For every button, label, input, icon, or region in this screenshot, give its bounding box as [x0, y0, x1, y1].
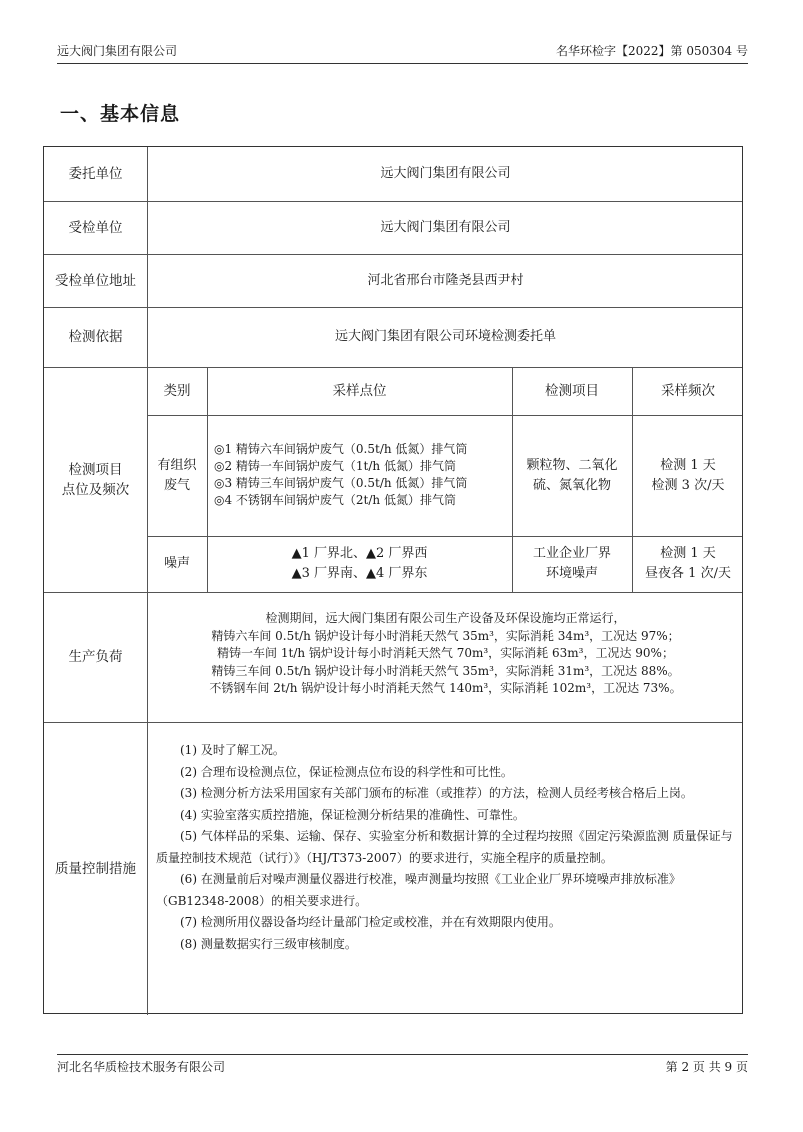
col-header-category: 类别	[163, 383, 191, 399]
qc-item: (2) 合理布设检测点位，保证检测点位布设的科学性和可比性。	[180, 764, 513, 779]
gas-test-items: 颗粒物、二氧化 硫、氮氧化物	[526, 457, 618, 493]
gas-point: ◎1 精铸六车间锅炉废气（0.5t/h 低氮）排气筒	[214, 442, 468, 456]
footer-company: 河北名华质检技术服务有限公司	[57, 1060, 226, 1074]
load-label: 生产负荷	[68, 649, 123, 665]
qc-item: (8) 测量数据实行三级审核制度。	[180, 936, 357, 951]
qc-item: (3) 检测分析方法采用国家有关部门颁布的标准（或推荐）的方法，检测人员经考核合格后上岗。	[180, 786, 693, 800]
gas-point: ◎3 精铸三车间锅炉废气（0.5t/h 低氮）排气筒	[214, 476, 468, 490]
gas-frequency: 检测 1 天 检测 3 次/天	[651, 457, 725, 493]
qc-label: 质量控制措施	[55, 860, 136, 877]
qc-measures	[156, 740, 738, 955]
address-label: 受检单位地址	[55, 272, 136, 289]
section-title: 一、基本信息	[60, 103, 181, 125]
qc-item: (5) 气体样品的采集、运输、保存、实验室分析和数据计算的全过程均按照《固定污染源监测 质量保证与质量控制技术规范（试行）》（HJ/T373-2007）的要求进行，实施全程序的质量控制。	[156, 829, 733, 865]
basic-info-table	[43, 146, 743, 1014]
load-line: 精铸六车间 0.5t/h 锅炉设计每小时消耗天然气 35m³，实际消耗 34m³，工况达 97%；	[211, 628, 680, 643]
load-line: 不锈钢车间 2t/h 锅炉设计每小时消耗天然气 140m³，实际消耗 102m³，工况达 73%。	[209, 681, 682, 695]
qc-item: (6) 在测量前后对噪声测量仪器进行校准，噪声测量均按照《工业企业厂界环境噪声排放标准》（GB12348-2008）的相关要求进行。	[156, 872, 681, 908]
gas-category: 有组织 废气	[157, 457, 197, 493]
basis-label: 检测依据	[68, 329, 123, 345]
noise-points: ▲1 厂界北、▲2 厂界西 ▲3 厂界南、▲4 厂界东	[291, 546, 428, 581]
items-label: 检测项目 点位及频次	[61, 461, 130, 498]
col-header-frequency: 采样频次	[661, 383, 715, 399]
gas-point: ◎4 不锈钢车间锅炉废气（2t/h 低氮）排气筒	[214, 493, 456, 507]
page-header	[57, 42, 748, 62]
col-header-points: 采样点位	[332, 383, 387, 399]
load-line: 精铸三车间 0.5t/h 锅炉设计每小时消耗天然气 35m³，实际消耗 31m³，工况达 88%。	[211, 663, 680, 678]
footer-divider	[57, 1054, 748, 1055]
inspected-value: 远大阀门集团有限公司	[380, 219, 511, 235]
inspected-label: 受检单位	[68, 219, 123, 236]
header-divider	[57, 63, 748, 64]
noise-category: 噪声	[163, 556, 190, 571]
client-label: 委托单位	[68, 166, 123, 182]
address-value: 河北省邢台市隆尧县西尹村	[367, 272, 524, 288]
load-line: 检测期间，远大阀门集团有限公司生产设备及环保设施均正常运行，	[265, 611, 626, 625]
qc-item: (1) 及时了解工况。	[180, 743, 285, 757]
noise-frequency: 检测 1 天 昼夜各 1 次/天	[645, 546, 731, 581]
gas-point: ◎2 精铸一车间锅炉废气（1t/h 低氮）排气筒	[214, 459, 456, 473]
page-number: 第 2 页 共 9 页	[665, 1060, 748, 1074]
header-report-number: 名华环检字【2022】第 050304 号	[556, 44, 748, 58]
load-line: 精铸一车间 1t/h 锅炉设计每小时消耗天然气 70m³，实际消耗 63m³，工况达 90%；	[217, 646, 674, 660]
client-value: 远大阀门集团有限公司	[380, 166, 511, 181]
header-company: 远大阀门集团有限公司	[57, 44, 178, 58]
col-header-test: 检测项目	[545, 383, 599, 399]
basis-value: 远大阀门集团有限公司环境检测委托单	[334, 329, 556, 344]
qc-item: (4) 实验室落实质控措施，保证检测分析结果的准确性、可靠性。	[180, 807, 525, 822]
load-text	[147, 610, 744, 698]
gas-points-list	[214, 441, 467, 509]
qc-item: (7) 检测所用仪器设备均经计量部门检定或校准，并在有效期限内使用。	[180, 915, 561, 929]
noise-test-items: 工业企业厂界 环境噪声	[532, 546, 611, 581]
